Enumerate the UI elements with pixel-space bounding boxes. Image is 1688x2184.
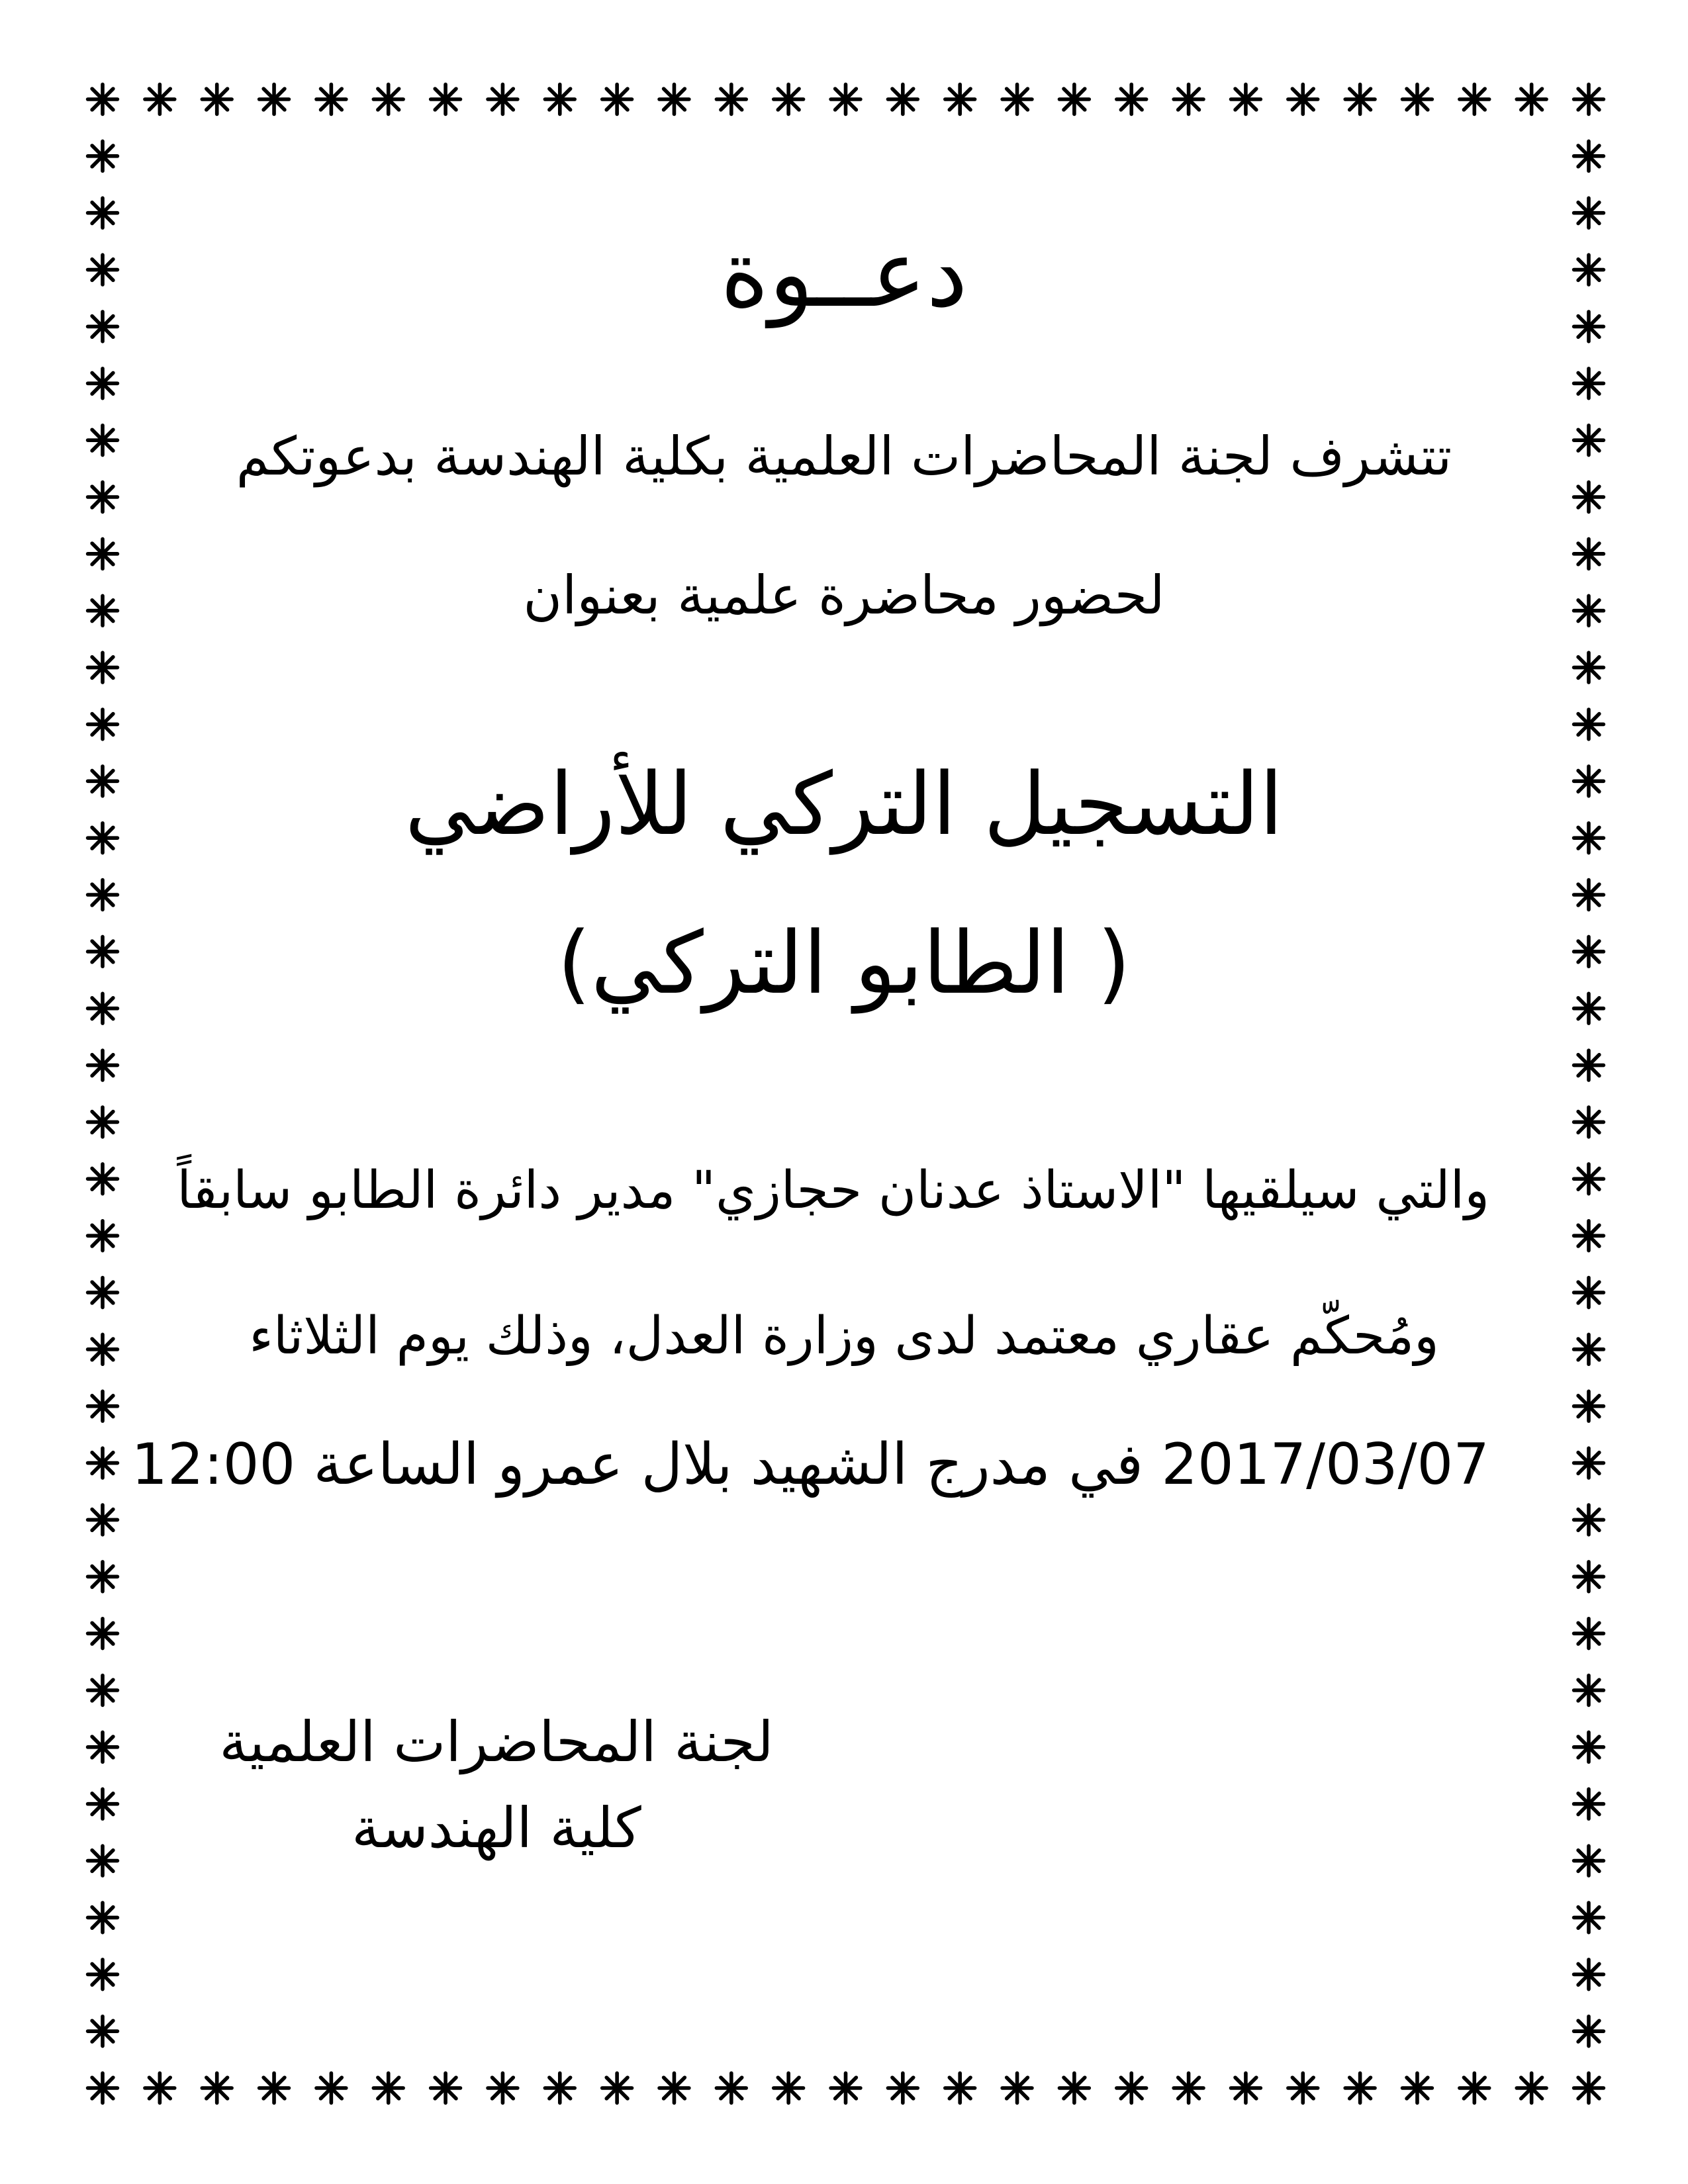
asterisk-star-icon [259,85,289,114]
asterisk-star-icon [88,2073,118,2103]
asterisk-star-icon [88,85,118,114]
asterisk-star-icon [88,1846,118,1876]
asterisk-star-icon [1574,255,1604,285]
asterisk-star-icon [1574,539,1604,569]
asterisk-star-icon [88,426,118,455]
asterisk-star-icon [1460,85,1489,114]
asterisk-star-icon [145,2073,175,2103]
asterisk-star-icon [88,369,118,398]
asterisk-star-icon [88,880,118,910]
intro-line-2: لحضور محاضرة علمية بعنوان [523,565,1165,626]
asterisk-star-icon [945,85,975,114]
asterisk-star-icon [202,85,232,114]
asterisk-star-icon [88,1619,118,1649]
signature-committee: لجنة المحاضرات العلمية [219,1709,774,1774]
asterisk-star-icon [1002,85,1032,114]
asterisk-star-icon [1002,2073,1032,2103]
asterisk-star-icon [88,1278,118,1308]
asterisk-star-icon [88,141,118,171]
asterisk-star-icon [1574,1903,1604,1933]
asterisk-star-icon [1059,85,1089,114]
asterisk-star-icon [145,85,175,114]
asterisk-star-icon [1174,2073,1203,2103]
asterisk-star-icon [373,2073,403,2103]
asterisk-star-icon [316,2073,346,2103]
asterisk-star-icon [88,1448,118,1478]
asterisk-star-icon [1574,993,1604,1023]
asterisk-star-icon [1574,1164,1604,1194]
asterisk-star-icon [88,596,118,625]
asterisk-star-icon [888,85,917,114]
signature-faculty: كلية الهندسة [352,1796,641,1860]
asterisk-star-icon [1574,1050,1604,1080]
asterisk-star-icon [1117,85,1147,114]
asterisk-star-icon [659,85,689,114]
asterisk-star-icon [1574,1391,1604,1421]
speaker-line: والتي سيلقيها "الاستاذ عدنان حجازي" مدير دائرة الطابو سابقاً [177,1161,1489,1220]
asterisk-star-icon [1574,1619,1604,1649]
lecture-topic-line-1: التسجيل التركي للأراضي [404,754,1284,854]
asterisk-star-icon [1574,1448,1604,1478]
asterisk-star-icon [88,1562,118,1592]
asterisk-star-icon [88,1050,118,1080]
asterisk-star-icon [88,312,118,341]
asterisk-star-icon [1403,85,1432,114]
asterisk-star-icon [1574,1676,1604,1706]
asterisk-star-icon [716,2073,746,2103]
asterisk-star-icon [88,653,118,682]
asterisk-star-icon [1574,823,1604,853]
asterisk-star-icon [1574,1846,1604,1876]
asterisk-star-icon [1574,482,1604,512]
asterisk-star-icon [88,709,118,739]
asterisk-star-icon [1574,1732,1604,1762]
asterisk-star-icon [1288,85,1318,114]
asterisk-star-icon [88,1505,118,1535]
asterisk-star-icon [1574,1334,1604,1364]
asterisk-star-icon [602,2073,632,2103]
asterisk-star-icon [88,255,118,285]
lecture-topic-line-2: ( الطابو التركي) [557,913,1131,1013]
asterisk-star-icon [1059,2073,1089,2103]
asterisk-star-icon [716,85,746,114]
asterisk-star-icon [88,1391,118,1421]
asterisk-star-icon [1345,2073,1375,2103]
asterisk-star-icon [1574,653,1604,682]
speaker-credentials-line: ومُحكّم عقاري معتمد لدى وزارة العدل، وذلك يوم الثلاثاء [249,1306,1439,1366]
asterisk-star-icon [488,85,518,114]
asterisk-star-icon [1345,85,1375,114]
asterisk-star-icon [88,1107,118,1137]
asterisk-star-icon [1574,709,1604,739]
asterisk-star-icon [1574,1789,1604,1819]
asterisk-star-icon [1574,936,1604,966]
asterisk-star-icon [1574,312,1604,341]
asterisk-star-icon [1574,2017,1604,2046]
asterisk-star-icon [774,2073,804,2103]
asterisk-star-icon [1574,85,1604,114]
asterisk-star-icon [1574,1960,1604,1989]
asterisk-star-icon [1574,880,1604,910]
asterisk-star-icon [1574,1278,1604,1308]
asterisk-star-icon [1117,2073,1147,2103]
asterisk-star-icon [1517,2073,1546,2103]
asterisk-star-icon [1517,85,1546,114]
asterisk-star-icon [545,2073,575,2103]
asterisk-star-icon [88,936,118,966]
asterisk-star-icon [88,482,118,512]
asterisk-star-icon [88,1732,118,1762]
invitation-title: دعــوة [720,220,968,328]
asterisk-star-icon [88,1960,118,1989]
asterisk-star-icon [1460,2073,1489,2103]
asterisk-star-icon [202,2073,232,2103]
asterisk-star-icon [774,85,804,114]
asterisk-star-icon [831,2073,861,2103]
asterisk-star-icon [88,993,118,1023]
asterisk-star-icon [88,1789,118,1819]
date-venue-time-line: 2017/03/07 في مدرج الشهيد بلال عمرو الساعة 12:00 [131,1432,1489,1498]
asterisk-star-icon [1574,1505,1604,1535]
asterisk-star-icon [945,2073,975,2103]
asterisk-star-icon [1288,2073,1318,2103]
asterisk-star-icon [88,539,118,569]
asterisk-star-icon [373,85,403,114]
asterisk-star-icon [1231,2073,1261,2103]
asterisk-star-icon [431,85,461,114]
asterisk-star-icon [88,1903,118,1933]
asterisk-star-icon [88,1221,118,1251]
asterisk-star-icon [1574,426,1604,455]
asterisk-star-icon [431,2073,461,2103]
asterisk-star-icon [1231,85,1261,114]
asterisk-star-icon [888,2073,917,2103]
asterisk-star-icon [259,2073,289,2103]
asterisk-star-icon [1574,2073,1604,2103]
asterisk-star-icon [1574,369,1604,398]
asterisk-star-icon [488,2073,518,2103]
asterisk-star-icon [316,85,346,114]
asterisk-star-icon [545,85,575,114]
asterisk-star-icon [1574,1221,1604,1251]
asterisk-star-icon [88,1334,118,1364]
asterisk-star-icon [1574,141,1604,171]
asterisk-star-icon [602,85,632,114]
asterisk-star-icon [1574,766,1604,796]
asterisk-star-icon [88,766,118,796]
asterisk-star-icon [1574,596,1604,625]
asterisk-star-icon [88,2017,118,2046]
asterisk-star-icon [88,1676,118,1706]
asterisk-star-icon [831,85,861,114]
asterisk-star-icon [1574,1107,1604,1137]
asterisk-star-icon [1174,85,1203,114]
intro-line-1: تتشرف لجنة المحاضرات العلمية بكلية الهندسة بدعوتكم [236,426,1452,487]
asterisk-star-icon [659,2073,689,2103]
asterisk-star-icon [88,823,118,853]
asterisk-star-icon [1574,198,1604,228]
asterisk-star-icon [1403,2073,1432,2103]
asterisk-star-icon [88,198,118,228]
asterisk-star-icon [88,1164,118,1194]
asterisk-star-icon [1574,1562,1604,1592]
